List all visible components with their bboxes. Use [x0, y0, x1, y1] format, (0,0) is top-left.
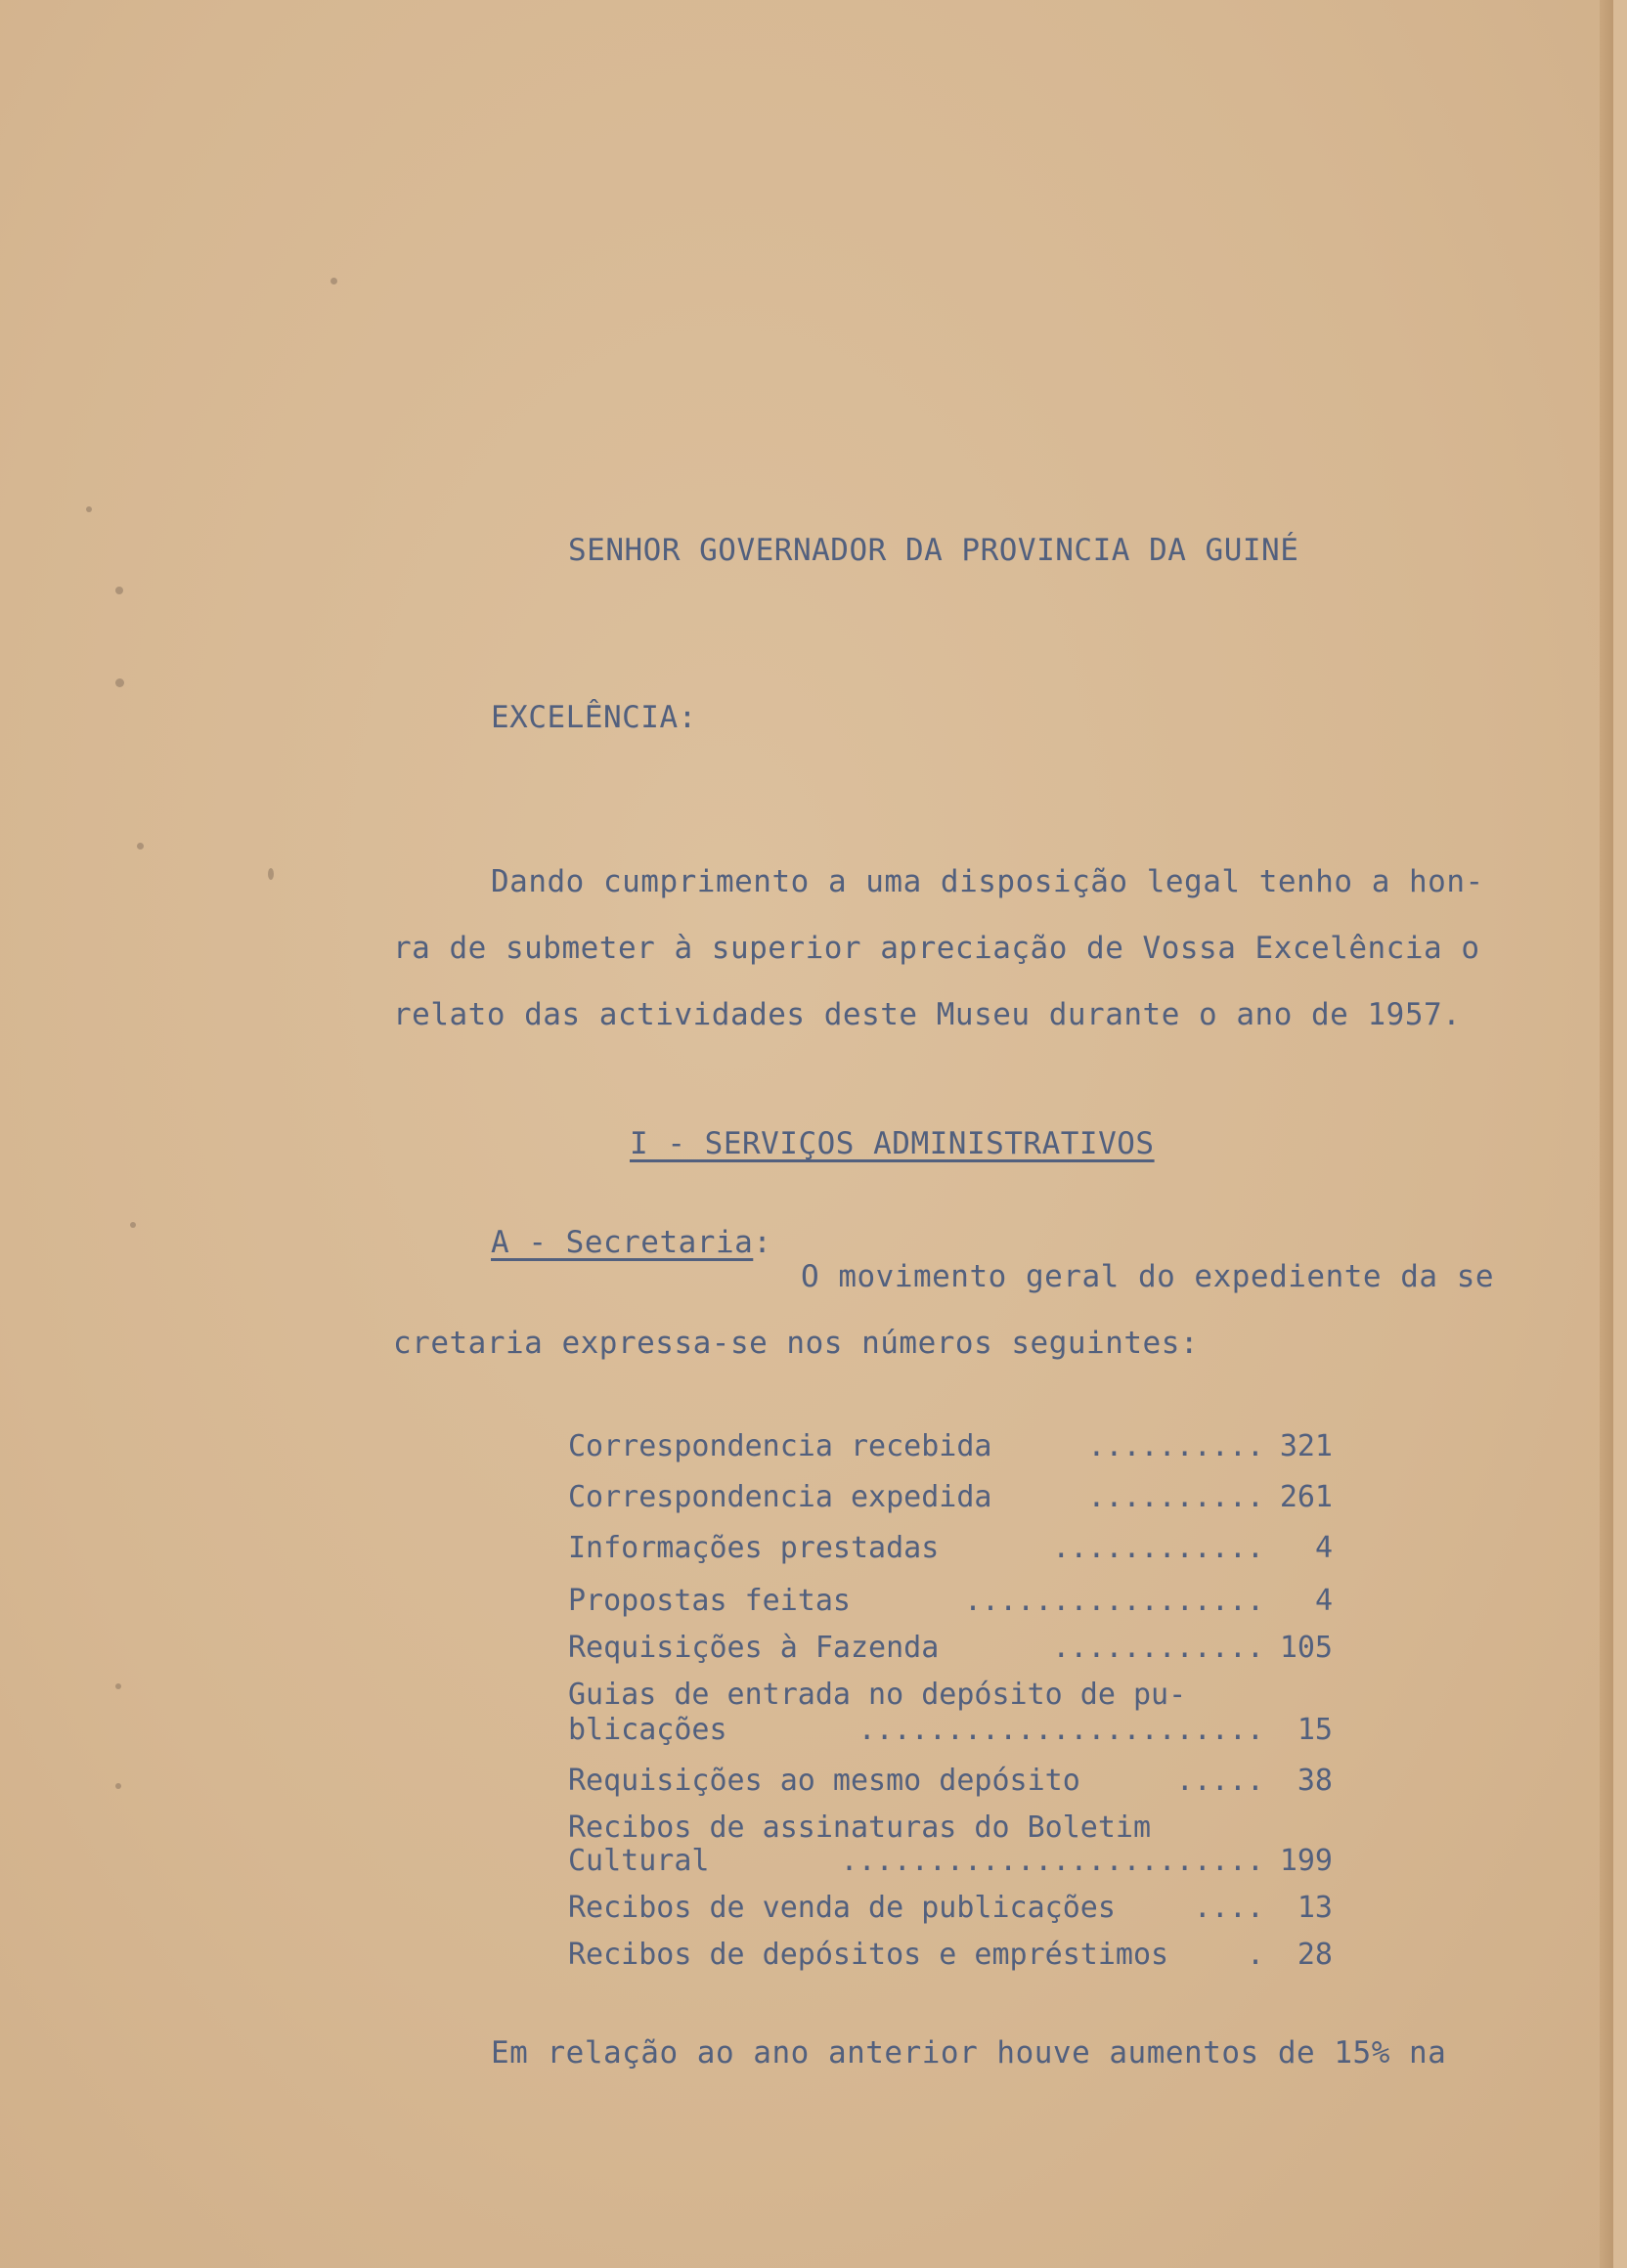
item-leader: ....................... — [857, 1713, 1264, 1747]
closing-line: Em relação ao ano anterior houve aumentos de 15% na — [491, 2035, 1447, 2071]
paper-stain — [268, 868, 274, 880]
paper-stain — [115, 1683, 121, 1689]
item-label: Correspondencia expedida — [568, 1480, 992, 1514]
paper-stain — [330, 278, 337, 284]
item-label: Propostas feitas — [568, 1584, 851, 1618]
subsection-colon: : — [753, 1225, 772, 1260]
item-label: Informações prestadas — [568, 1531, 940, 1565]
list-item — [568, 1938, 1333, 2109]
item-leader: ............ — [1052, 1531, 1264, 1565]
item-leader: .......... — [1087, 1480, 1264, 1514]
item-value: 38 — [1297, 1764, 1333, 1798]
section-title: I - SERVIÇOS ADMINISTRATIVOS — [630, 1126, 1155, 1161]
item-label: Guias de entrada no depósito de pu- — [568, 1678, 1187, 1712]
item-leader: ..... — [1175, 1764, 1264, 1798]
item-value: 28 — [1297, 1938, 1333, 1972]
item-leader: .......... — [1087, 1429, 1264, 1463]
item-label: Recibos de venda de publicações — [568, 1891, 1116, 1925]
item-leader: ............ — [1052, 1631, 1264, 1665]
paper-stain — [115, 678, 124, 687]
subsection-heading — [491, 1225, 771, 1260]
item-value: 4 — [1314, 1531, 1333, 1565]
intro-line-3: relato das actividades deste Museu durante o ano de 1957. — [393, 997, 1462, 1032]
intro-line-2: ra de submeter à superior apreciação de Vossa Excelência o — [393, 931, 1480, 966]
item-leader: .... — [1193, 1891, 1264, 1925]
item-label: Recibos de depósitos e empréstimos — [568, 1938, 1169, 1972]
paper-stain — [115, 1783, 121, 1789]
item-label: Requisições à Fazenda — [568, 1631, 940, 1665]
subsection-line-2: cretaria expressa-se nos números seguintes: — [393, 1326, 1200, 1361]
item-leader: . — [1246, 1938, 1264, 1972]
paper-stain — [137, 843, 144, 850]
intro-line-1: Dando cumprimento a uma disposição legal tenho a hon- — [491, 864, 1484, 899]
item-label: Correspondencia recebida — [568, 1429, 992, 1463]
item-value: 105 — [1279, 1631, 1333, 1665]
heading: SENHOR GOVERNADOR DA PROVINCIA DA GUINÉ — [568, 533, 1299, 568]
item-value: 199 — [1279, 1844, 1333, 1878]
item-label: Recibos de assinaturas do Boletim — [568, 1810, 1152, 1845]
paper-stain — [130, 1222, 136, 1228]
item-label-cont: Cultural — [568, 1844, 710, 1878]
item-label-cont: blicações — [568, 1713, 727, 1747]
page-edge — [1600, 0, 1613, 2268]
item-value: 4 — [1314, 1584, 1333, 1618]
item-label: Requisições ao mesmo depósito — [568, 1764, 1080, 1798]
item-leader: ........................ — [840, 1844, 1264, 1878]
paper-stain — [115, 587, 123, 594]
salutation: EXCELÊNCIA: — [491, 700, 697, 735]
item-value: 15 — [1297, 1713, 1333, 1747]
subsection-title: A - Secretaria — [491, 1225, 754, 1260]
item-value: 261 — [1279, 1480, 1333, 1514]
paper-stain — [86, 506, 92, 512]
item-leader: ................. — [963, 1584, 1264, 1618]
subsection-line-1: O movimento geral do expediente da se — [801, 1259, 1495, 1294]
item-value: 13 — [1297, 1891, 1333, 1925]
item-value: 321 — [1279, 1429, 1333, 1463]
